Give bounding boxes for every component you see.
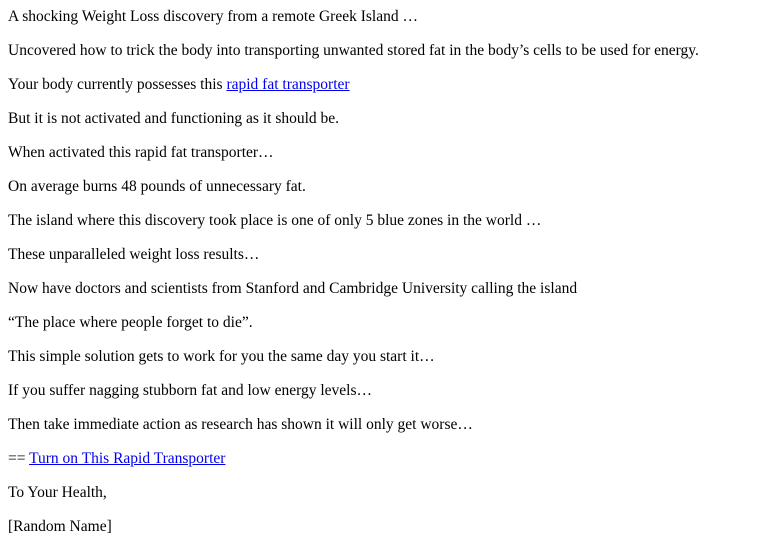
body-line-doctors: Now have doctors and scientists from Stanford and Cambridge University calling the island bbox=[8, 280, 578, 297]
body-line-when-activated: When activated this rapid fat transporter… bbox=[8, 144, 274, 161]
body-line-quote: “The place where people forget to die”. bbox=[8, 314, 253, 331]
headline-line: A shocking Weight Loss discovery from a remote Greek Island … bbox=[8, 8, 418, 25]
body-line-transporter-text: Your body currently possesses this bbox=[8, 76, 227, 93]
turn-on-transporter-link[interactable]: Turn on This Rapid Transporter bbox=[29, 450, 226, 467]
signature-name: [Random Name] bbox=[8, 518, 112, 535]
body-line-transporter bbox=[8, 68, 750, 102]
body-line-island: The island where this discovery took place is one of only 5 blue zones in the world … bbox=[8, 212, 542, 229]
body-line-take-action: Then take immediate action as research has shown it will only get worse… bbox=[8, 416, 473, 433]
body-line-not-activated: But it is not activated and functioning as it should be. bbox=[8, 110, 340, 127]
body-line-results: These unparalleled weight loss results… bbox=[8, 246, 260, 263]
cta-prefix: == bbox=[8, 450, 30, 467]
body-line-uncovered: Uncovered how to trick the body into transporting unwanted stored fat in the body’s cells to be used for energy. bbox=[8, 42, 699, 59]
body-line-suffer: If you suffer nagging stubborn fat and low energy levels… bbox=[8, 382, 373, 399]
rapid-fat-transporter-link[interactable]: rapid fat transporter bbox=[226, 76, 350, 93]
body-line-burns: On average burns 48 pounds of unnecessary fat. bbox=[8, 178, 306, 195]
cta-line bbox=[8, 442, 750, 476]
sign-off: To Your Health, bbox=[8, 484, 107, 501]
body-line-simple-solution: This simple solution gets to work for you the same day you start it… bbox=[8, 348, 435, 365]
